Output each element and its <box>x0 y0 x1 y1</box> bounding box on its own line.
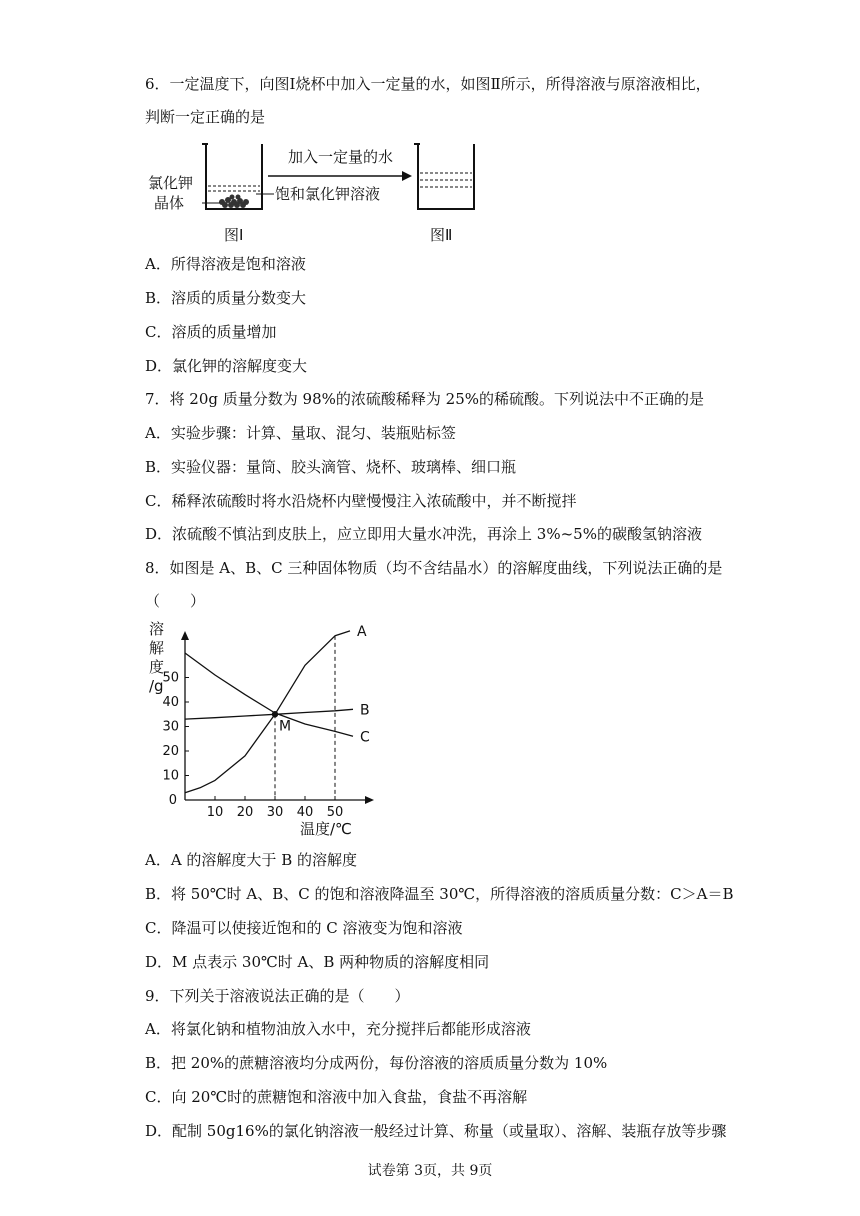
origin-label: 0 <box>168 793 177 808</box>
y-axis-arrow-icon <box>181 631 189 640</box>
point-label-M: M <box>279 718 292 735</box>
y-axis-label: 度 <box>149 658 165 676</box>
q8-option-a: A．A 的溶解度大于 B 的溶解度 <box>145 851 357 869</box>
x-axis-label: 温度/℃ <box>300 820 352 838</box>
q6-option-d: D．氯化钾的溶解度变大 <box>145 357 308 375</box>
q7-option-a: A．实验步骤：计算、量取、混匀、装瓶贴标签 <box>145 424 456 442</box>
y-tick-label: 50 <box>162 670 179 686</box>
series-label-A: A <box>357 623 367 640</box>
page-footer: 试卷第 3页，共 9页 <box>367 1163 493 1179</box>
x-axis-arrow-icon <box>365 796 374 804</box>
y-tick-label: 40 <box>162 695 179 710</box>
crystal-label-2: 晶体 <box>154 194 185 212</box>
q8-option-d: D．M 点表示 30℃时 A、B 两种物质的溶解度相同 <box>145 953 490 971</box>
y-tick-label: 20 <box>162 744 179 759</box>
q6-option-c: C．溶质的质量增加 <box>145 323 277 341</box>
y-axis-label: 溶 <box>149 620 165 638</box>
arrow-label: 加入一定量的水 <box>288 148 394 166</box>
series-label-C: C <box>360 729 370 746</box>
q9-stem: 9．下列关于溶液说法正确的是（ ） <box>145 987 410 1005</box>
series-label-B: B <box>360 702 370 719</box>
q7-option-d: D．浓硫酸不慎沾到皮肤上，应立即用大量水冲洗，再涂上 3%~5%的碳酸氢钠溶液 <box>145 525 702 543</box>
q8-stem-line2: （ ） <box>145 592 206 610</box>
x-tick-label: 10 <box>206 805 224 820</box>
figure-caption-2: 图Ⅱ <box>430 226 453 244</box>
x-tick-label: 50 <box>326 805 344 820</box>
beaker-1-icon <box>202 144 274 209</box>
q9-option-a: A．将氯化钠和植物油放入水中，充分搅拌后都能形成溶液 <box>145 1020 531 1038</box>
y-tick-label: 10 <box>162 768 179 784</box>
arrow-right-icon <box>268 171 412 181</box>
q6-option-a: A．所得溶液是饱和溶液 <box>145 255 306 273</box>
q6-stem-line1: 6．一定温度下，向图Ⅰ烧杯中加入一定量的水，如图Ⅱ所示，所得溶液与原溶液相比， <box>145 75 711 93</box>
q8-option-b: B．将 50℃时 A、B、C 的饱和溶液降温至 30℃，所得溶液的溶质质量分数：C＞A＝B <box>145 885 734 903</box>
q9-option-d: D．配制 50g16%的氯化钠溶液一般经过计算、称量（或量取）、溶解、装瓶存放等步骤 <box>145 1122 727 1140</box>
y-axis-label: 解 <box>149 639 165 657</box>
figure-caption-1: 图Ⅰ <box>224 226 244 244</box>
q9-option-b: B．把 20%的蔗糖溶液均分成两份，每份溶液的溶质质量分数为 10% <box>145 1054 608 1072</box>
point-M <box>272 711 278 717</box>
q7-option-b: B．实验仪器：量筒、胶头滴管、烧杯、玻璃棒、细口瓶 <box>145 458 517 476</box>
beaker-2-icon <box>414 144 474 209</box>
q8-stem-line1: 8．如图是 A、B、C 三种固体物质（均不含结晶水）的溶解度曲线，下列说法正确的是 <box>145 559 723 577</box>
x-tick-label: 20 <box>236 805 254 820</box>
x-tick-label: 30 <box>266 805 284 820</box>
q7-option-c: C．稀释浓硫酸时将水沿烧杯内壁慢慢注入浓硫酸中，并不断搅拌 <box>145 492 577 510</box>
series-line-B <box>185 709 353 719</box>
solution-label: 饱和氯化钾溶液 <box>275 185 381 203</box>
q6-beaker-figure <box>140 136 480 248</box>
q7-stem: 7．将 20g 质量分数为 98%的浓硫酸稀释为 25%的稀硫酸。下列说法中不正确的是 <box>145 390 704 408</box>
y-tick-label: 30 <box>162 719 179 735</box>
q9-option-c: C．向 20℃时的蔗糖饱和溶液中加入食盐，食盐不再溶解 <box>145 1088 528 1106</box>
q8-option-c: C．降温可以使接近饱和的 C 溶液变为饱和溶液 <box>145 919 463 937</box>
solubility-chart <box>140 618 380 840</box>
q6-stem-line2: 判断一定正确的是 <box>145 108 266 126</box>
q6-option-b: B．溶质的质量分数变大 <box>145 289 307 307</box>
x-tick-label: 40 <box>296 805 314 820</box>
crystal-label-1: 氯化钾 <box>148 174 194 192</box>
series-line-C <box>185 653 353 736</box>
y-axis-label: /g <box>149 677 164 695</box>
